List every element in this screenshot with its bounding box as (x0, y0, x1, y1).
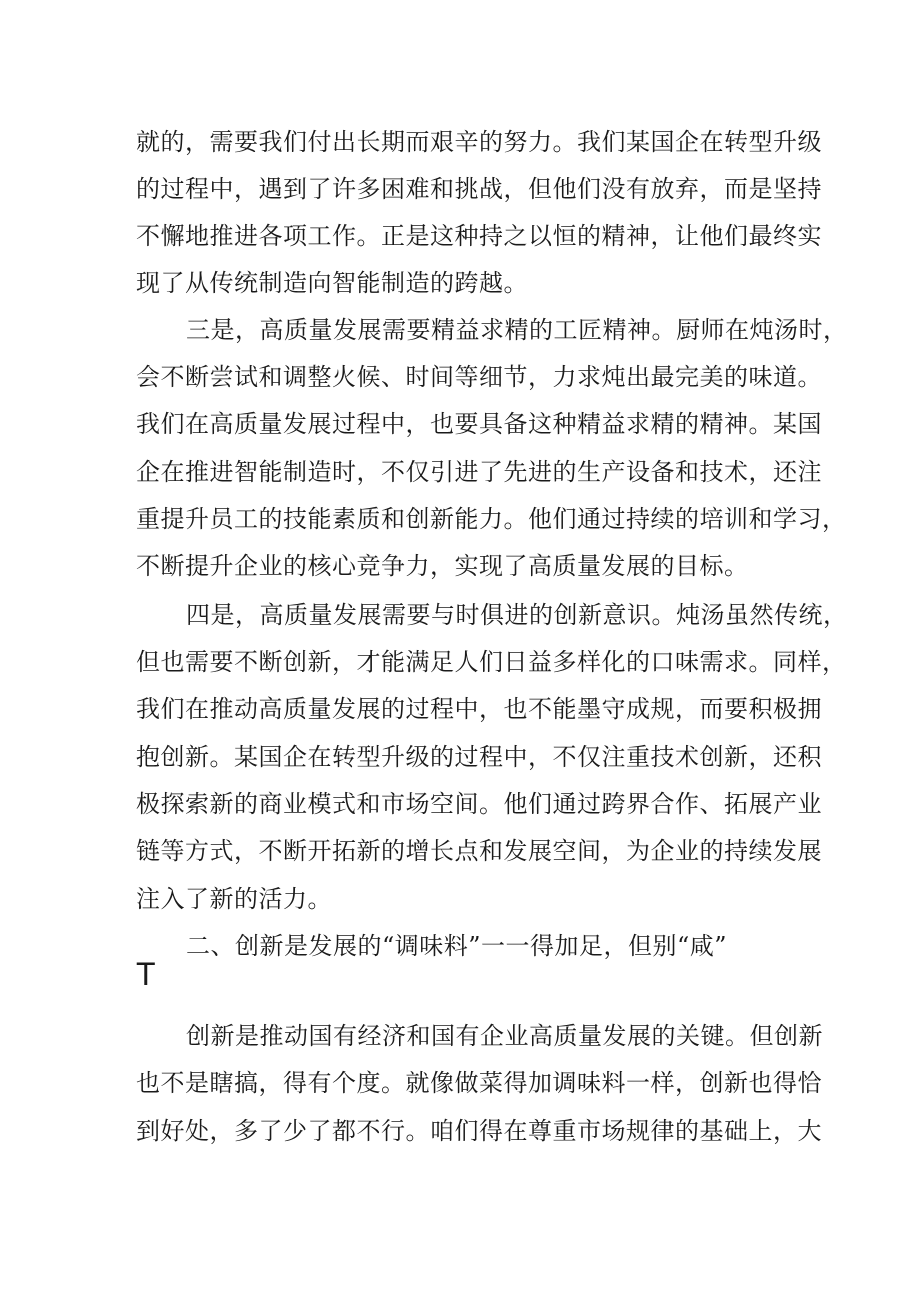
text-line: 链等方式，不断开拓新的增长点和发展空间，为企业的持续发展 (136, 837, 822, 865)
text-line: 不懈地推进各项工作。正是这种持之以恒的精神，让他们最终实 (136, 222, 822, 250)
text-line: 现了从传统制造向智能制造的跨越。 (136, 269, 528, 297)
text-line: 就的，需要我们付出长期而艰辛的努力。我们某国企在转型升级 (136, 128, 822, 156)
text-line: 极探索新的商业模式和市场空间。他们通过跨界合作、拓展产业 (136, 790, 822, 818)
text-line: 到好处，多了少了都不行。咱们得在尊重市场规律的基础上，大 (136, 1117, 822, 1145)
text-line: 不断提升企业的核心竞争力，实现了高质量发展的目标。 (136, 552, 749, 580)
text-line: 的过程中，遇到了许多困难和挑战，但他们没有放弃，而是坚持 (136, 175, 822, 203)
text-line: 也不是瞎搞，得有个度。就像做菜得加调味料一样，创新也得恰 (136, 1069, 822, 1097)
paragraph-5-first-line: 创新是推动国有经济和国有企业高质量发展的关键。但创新 (186, 1022, 823, 1050)
stray-character: T (136, 956, 156, 992)
text-line: 重提升员工的技能素质和创新能力。他们通过持续的培训和学习， (136, 505, 847, 533)
section-heading: 二、创新是发展的“调味料”一一得加足，但别“咸” (186, 932, 728, 960)
text-line: 企在推进智能制造时，不仅引进了先进的生产设备和技术，还注 (136, 458, 822, 486)
paragraph-3-first-line: 三是，高质量发展需要精益求精的工匠精神。厨师在炖汤时， (186, 316, 848, 344)
text-line: 我们在高质量发展过程中，也要具备这种精益求精的精神。某国 (136, 410, 822, 438)
text-line: 我们在推动高质量发展的过程中，也不能墨守成规，而要积极拥 (136, 695, 822, 723)
paragraph-4-first-line: 四是，高质量发展需要与时俱进的创新意识。炖汤虽然传统， (186, 601, 848, 629)
text-line: 抱创新。某国企在转型升级的过程中，不仅注重技术创新，还积 (136, 743, 822, 771)
text-line: 会不断尝试和调整火候、时间等细节，力求炖出最完美的味道。 (136, 363, 822, 391)
text-line: 注入了新的活力。 (136, 885, 332, 913)
text-line: 但也需要不断创新，才能满足人们日益多样化的口味需求。同样， (136, 648, 847, 676)
